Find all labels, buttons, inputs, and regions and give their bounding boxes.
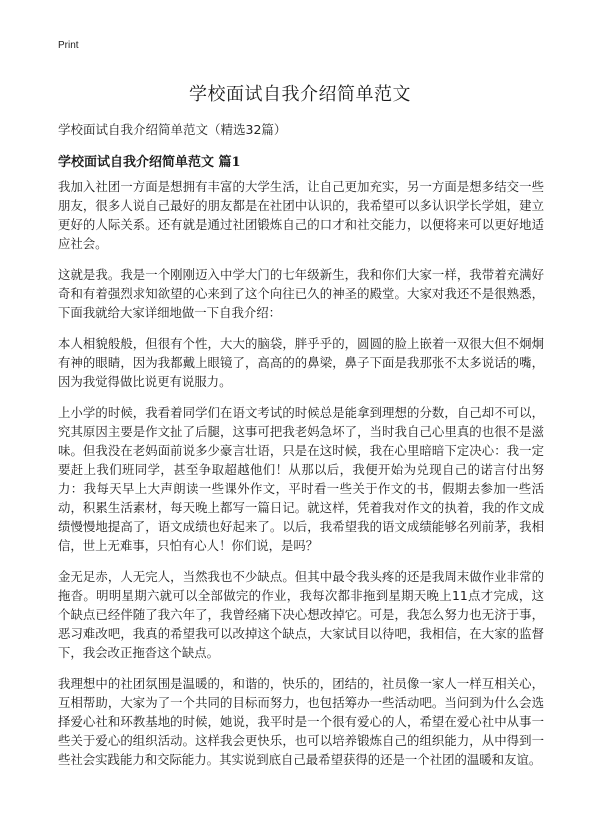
- paragraph: 我理想中的社团氛围是温暖的，和谐的，快乐的，团结的，社员像一家人一样互相关心，互相帮助，大家为了一个共同的目标而努力，也包括筹办一些活动吧。当问到为什么会选择爱心社和环教基地的时候，她说，我平时是一个很有爱心的人，希望在爱心社中从事一些关于爱心的组织活动。这样我会更快乐，也可以培养锻炼自己的组织能力，从中得到一些社会实践能力和交际能力。其实说到底自己最希望获得的还是一个社团的温暖和友谊。: [58, 676, 544, 767]
- print-label: Print: [58, 40, 79, 51]
- paragraph: 我加入社团一方面是想拥有丰富的大学生活，让自己更加充实，另一方面是想多结交一些朋友，很多人说自己最好的朋友都是在社团中认识的，我希望可以多认识学长学姐，建立更好的人际关系。还有就是通过社团锻炼自己的口才和社交能力，以便将来可以更好地适应社会。: [58, 179, 544, 251]
- paragraph: 上小学的时候，我看着同学们在语文考试的时候总是能拿到理想的分数，自己却不可以，究其原因主要是作文扯了后腿，这事可把我老妈急坏了，当时我自己心里真的也很不是滋味。但我没在老妈面前说多少豪言壮语，只是在这时候，我在心里暗暗下定决心：我一定要赶上我们班同学，甚至争取超越他们！从那以后，我便开始为兑现自己的诺言付出努力：我每天早上大声朗读一些课外作文，平时看一些关于作文的书，假期去参加一些活动，积累生活素材，每天晚上都写一篇日记。就这样，凭着我对作文的执着，我的作文成绩慢慢地提高了，语文成绩也好起来了。以后，我希望我的语文成绩能够名列前茅，我相信，世上无难事，只怕有心人！你们说，是吗？: [58, 405, 544, 553]
- document-subtitle: 学校面试自我介绍简单范文（精选32篇）: [58, 122, 287, 137]
- article-body: [58, 177, 544, 781]
- page-title: 学校面试自我介绍简单范文: [189, 84, 411, 105]
- paragraph: 本人相貌般般，但很有个性，大大的脑袋，胖乎乎的，圆圆的脸上嵌着一双很大但不炯炯有神的眼睛，因为我都戴上眼镜了，高高的的鼻梁，鼻子下面是我那张不太多说话的嘴，因为我觉得做比说更有说服力。: [58, 336, 544, 389]
- paragraph: 金无足赤，人无完人，当然我也不少缺点。但其中最令我头疼的还是我周末做作业非常的拖沓。明明星期六就可以全部做完的作业，我每次都非拖到星期天晚上11点才完成，这个缺点已经伴随了我六年了，我曾经痛下决心想改掉它。可是，我怎么努力也无济于事，恶习难改吧，我真的希望我可以改掉这个缺点，大家试目以待吧，我相信，在大家的监督下，我会改正拖沓这个缺点。: [58, 569, 544, 660]
- paragraph: 这就是我。我是一个刚刚迈入中学大门的七年级新生，我和你们大家一样，我带着充满好奇和有着强烈求知欲望的心来到了这个向往已久的神圣的殿堂。大家对我还不是很熟悉，下面我就给大家详细地做一下自我介绍：: [58, 267, 544, 320]
- section-heading: 学校面试自我介绍简单范文 篇1: [58, 155, 241, 170]
